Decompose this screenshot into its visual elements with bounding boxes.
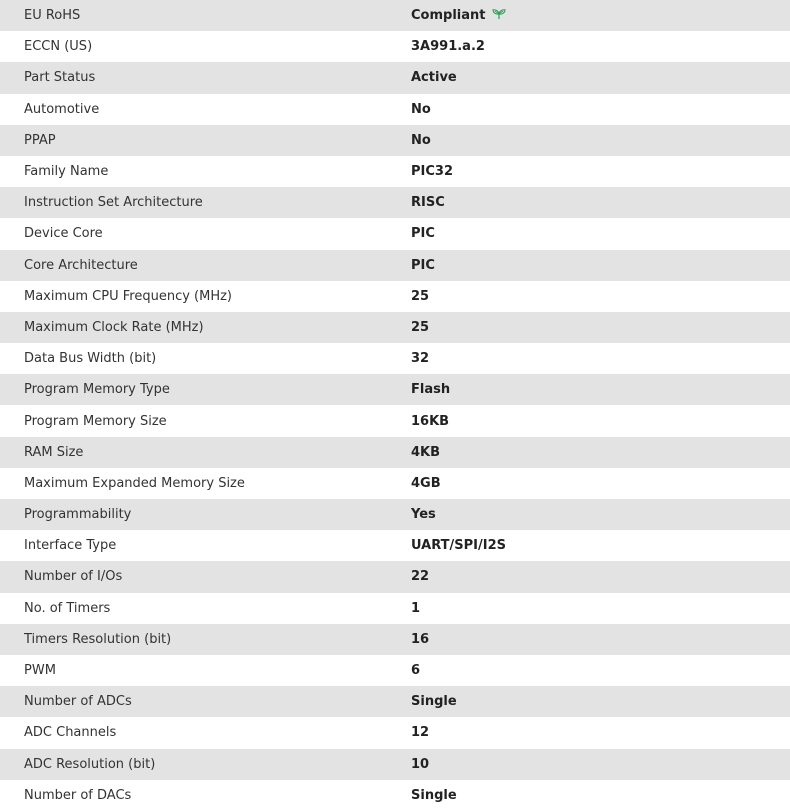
- spec-row-automotive: [0, 94, 790, 125]
- spec-value: 6: [411, 663, 421, 679]
- spec-row-part-status: [0, 62, 790, 93]
- spec-name: Maximum Expanded Memory Size: [24, 475, 245, 491]
- spec-row-data-bus-width: [0, 343, 790, 374]
- spec-row-number-of-ios: [0, 561, 790, 592]
- spec-row-instruction-set: [0, 187, 790, 218]
- spec-row-number-of-adcs: [0, 686, 790, 717]
- spec-value: PIC: [411, 226, 435, 242]
- spec-value: No: [411, 101, 431, 117]
- spec-row-number-of-timers: [0, 593, 790, 624]
- spec-value: 4GB: [411, 475, 441, 491]
- spec-name: Program Memory Size: [24, 413, 167, 429]
- spec-name: Number of DACs: [24, 787, 132, 803]
- spec-value: 16: [411, 631, 430, 647]
- spec-row-max-expanded-memory: [0, 468, 790, 499]
- spec-value: 1: [411, 600, 421, 616]
- spec-row-ppap: [0, 125, 790, 156]
- spec-row-interface-type: [0, 530, 790, 561]
- leaf-icon: [492, 8, 506, 20]
- spec-value: 16KB: [411, 413, 450, 429]
- spec-value: PIC: [411, 257, 435, 273]
- spec-row-core-architecture: [0, 250, 790, 281]
- spec-row-eccn: [0, 31, 790, 62]
- spec-name: ADC Resolution (bit): [24, 756, 156, 772]
- spec-value: No: [411, 132, 431, 148]
- spec-name: No. of Timers: [24, 600, 111, 616]
- spec-row-programmability: [0, 499, 790, 530]
- spec-value: Single: [411, 694, 457, 710]
- spec-row-adc-resolution: [0, 749, 790, 780]
- spec-name: PPAP: [24, 132, 56, 148]
- spec-value: UART/SPI/I2S: [411, 538, 506, 554]
- spec-name: Interface Type: [24, 538, 117, 554]
- spec-name: EU RoHS: [24, 8, 81, 24]
- spec-name: RAM Size: [24, 444, 84, 460]
- spec-row-max-clock-rate: [0, 312, 790, 343]
- spec-value: PIC32: [411, 164, 453, 180]
- spec-row-max-cpu-frequency: [0, 281, 790, 312]
- spec-name: Maximum CPU Frequency (MHz): [24, 288, 232, 304]
- spec-value: Yes: [411, 507, 436, 523]
- spec-value-cell: [411, 0, 790, 31]
- spec-name: Number of I/Os: [24, 569, 123, 585]
- spec-value: Single: [411, 787, 457, 803]
- spec-row-number-of-dacs: [0, 780, 790, 811]
- spec-value: Compliant: [411, 8, 486, 24]
- spec-row-device-core: [0, 218, 790, 249]
- spec-name: Timers Resolution (bit): [24, 631, 172, 647]
- spec-value: 22: [411, 569, 430, 585]
- spec-name: Part Status: [24, 70, 96, 86]
- spec-row-ram-size: [0, 437, 790, 468]
- spec-name: ADC Channels: [24, 725, 117, 741]
- spec-value: 12: [411, 725, 430, 741]
- spec-row-program-memory-size: [0, 405, 790, 436]
- spec-row-family-name: [0, 156, 790, 187]
- spec-name: ECCN (US): [24, 39, 93, 55]
- spec-value: RISC: [411, 195, 445, 211]
- spec-name: Program Memory Type: [24, 382, 170, 398]
- spec-value: 10: [411, 756, 430, 772]
- spec-value: 3A991.a.2: [411, 39, 485, 55]
- spec-name: Device Core: [24, 226, 103, 242]
- spec-value: 25: [411, 288, 430, 304]
- spec-name: Number of ADCs: [24, 694, 132, 710]
- spec-row-pwm: [0, 655, 790, 686]
- spec-name: Core Architecture: [24, 257, 138, 273]
- spec-value: Active: [411, 70, 457, 86]
- spec-row-adc-channels: [0, 717, 790, 748]
- spec-name: Family Name: [24, 164, 109, 180]
- spec-value: 25: [411, 319, 430, 335]
- spec-name: Programmability: [24, 507, 132, 523]
- spec-row-eu-rohs: [0, 0, 790, 31]
- spec-name: Maximum Clock Rate (MHz): [24, 319, 204, 335]
- spec-name: PWM: [24, 663, 56, 679]
- spec-value: Flash: [411, 382, 451, 398]
- spec-row-program-memory-type: [0, 374, 790, 405]
- spec-name: Data Bus Width (bit): [24, 351, 157, 367]
- spec-row-timers-resolution: [0, 624, 790, 655]
- spec-name: Instruction Set Architecture: [24, 195, 203, 211]
- spec-value: 32: [411, 351, 430, 367]
- spec-name: Automotive: [24, 101, 100, 117]
- spec-value: 4KB: [411, 444, 441, 460]
